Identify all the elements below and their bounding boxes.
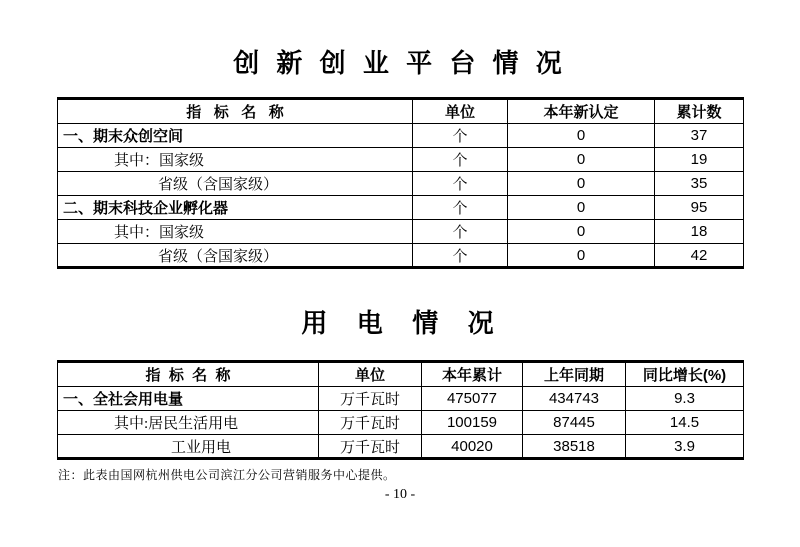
table-row: [58, 124, 744, 148]
current-year-cell: 475077: [422, 387, 523, 411]
electricity-usage-table: [57, 360, 744, 460]
indicator-name-cell: 一、期末众创空间: [58, 124, 413, 148]
new-recognized-header: 本年新认定: [508, 99, 655, 124]
growth-cell: 3.9: [626, 435, 744, 459]
indicator-name-header: 指 标 名 称: [58, 99, 413, 124]
cumulative-cell: 95: [655, 196, 744, 220]
indicator-name-cell: 其中：国家级: [58, 148, 413, 172]
unit-header: 单位: [319, 362, 422, 387]
new-recognized-cell: 0: [508, 172, 655, 196]
new-recognized-cell: 0: [508, 124, 655, 148]
indicator-name-cell: 二、期末科技企业孵化器: [58, 196, 413, 220]
indicator-name-header: 指 标 名 称: [58, 362, 319, 387]
growth-cell: 9.3: [626, 387, 744, 411]
unit-cell: 个: [413, 244, 508, 268]
cumulative-cell: 37: [655, 124, 744, 148]
unit-cell: 个: [413, 220, 508, 244]
table-row: [58, 172, 744, 196]
table-row: [58, 220, 744, 244]
unit-cell: 万千瓦时: [319, 435, 422, 459]
new-recognized-cell: 0: [508, 196, 655, 220]
new-recognized-cell: 0: [508, 244, 655, 268]
table-row: [58, 196, 744, 220]
unit-cell: 万千瓦时: [319, 387, 422, 411]
table-row: [58, 244, 744, 268]
table-header-row: [58, 362, 744, 387]
source-footnote: 注：此表由国网杭州供电公司滨江分公司营销服务中心提供。: [58, 468, 396, 482]
indicator-name-cell: 其中：国家级: [58, 220, 413, 244]
previous-year-cell: 38518: [523, 435, 626, 459]
current-year-header: 本年累计: [422, 362, 523, 387]
table1-title: 创 新 创 业 平 台 情 况: [233, 48, 567, 78]
unit-cell: 个: [413, 148, 508, 172]
previous-year-header: 上年同期: [523, 362, 626, 387]
cumulative-cell: 18: [655, 220, 744, 244]
indicator-name-cell: 工业用电: [58, 435, 319, 459]
indicator-name-cell: 省级（含国家级）: [58, 172, 413, 196]
cumulative-cell: 42: [655, 244, 744, 268]
cumulative-cell: 19: [655, 148, 744, 172]
table-row: [58, 387, 744, 411]
table-header-row: [58, 99, 744, 124]
cumulative-cell: 35: [655, 172, 744, 196]
growth-cell: 14.5: [626, 411, 744, 435]
previous-year-cell: 87445: [523, 411, 626, 435]
table-row: [58, 411, 744, 435]
innovation-platform-table: [57, 97, 744, 269]
unit-cell: 万千瓦时: [319, 411, 422, 435]
unit-header: 单位: [413, 99, 508, 124]
table-row: [58, 148, 744, 172]
indicator-name-cell: 一、全社会用电量: [58, 387, 319, 411]
page-number: - 10 -: [384, 487, 416, 502]
indicator-name-cell: 其中:居民生活用电: [58, 411, 319, 435]
current-year-cell: 40020: [422, 435, 523, 459]
table-row: [58, 435, 744, 459]
new-recognized-cell: 0: [508, 148, 655, 172]
growth-header: 同比增长(%): [626, 362, 744, 387]
unit-cell: 个: [413, 172, 508, 196]
previous-year-cell: 434743: [523, 387, 626, 411]
unit-cell: 个: [413, 196, 508, 220]
table2-title: 用 电 情 况: [301, 308, 499, 338]
new-recognized-cell: 0: [508, 220, 655, 244]
cumulative-header: 累计数: [655, 99, 744, 124]
indicator-name-cell: 省级（含国家级）: [58, 244, 413, 268]
current-year-cell: 100159: [422, 411, 523, 435]
unit-cell: 个: [413, 124, 508, 148]
